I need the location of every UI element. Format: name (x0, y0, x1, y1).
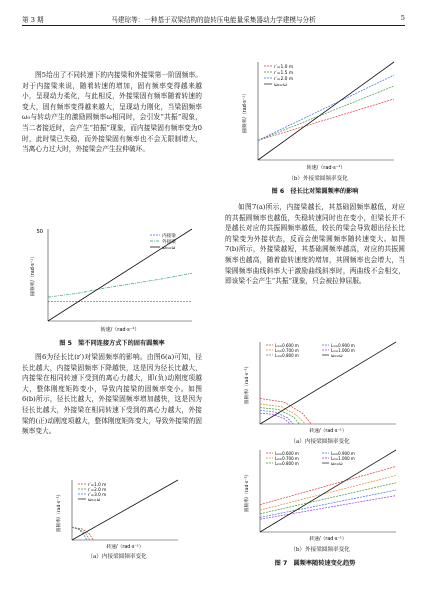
fig6b-legend-4: ω₀=ω (274, 83, 287, 88)
fig5-legend-inner: 内接梁 (162, 234, 176, 239)
fig7b-legend-4: L₂=0.900 m (331, 451, 355, 456)
fig6b-legend-2: r′=1.5 m (274, 71, 294, 76)
figure-5 (28, 225, 198, 335)
paragraph: 图5给出了不同转速下的内接梁和外接梁第一阶固频率。对于内接梁来说，随着转速的增加，固有频率变得越来越小，呈现动力柔化，与此相反，外接梁固有频率随着转速的变大，固有频率变得越来越大，呈现动力刚化，当梁固频率ω₀与转动产生的激励圆频率ω相同时，会引发“共振”现象，当二者接近时，会产生“拍振”现象，而内接梁固有频率变为0时，此时梁已失稳，而外接梁固有频率也不会无限制增大，当离心力过大时，外接梁会产生拉伸破坏。 (22, 71, 202, 154)
fig7b-legend-1: L₂=0.600 m (275, 451, 299, 456)
fig6a-chart (52, 478, 182, 550)
fig5-ylabel: 圆频率/（rad·s⁻¹） (31, 253, 36, 297)
paragraph: 如图7(a)所示，内接梁越长，其基础固频率越低，对应的共振圆频率也越低，失稳转速同时也在变小，但梁长并不是越长对应的共振圆频率越低，较长的梁会导致超出径长比的梁变为外接状态，反而会使梁圆频率随转速变大。如图7(b)所示，外接梁越短，其基础圆频率越高，对应的共振圆频率也越高，随着旋转速度的增加，其圆频率也会增大，当梁圆频率曲线斜率大于激励曲线斜率时，两曲线不会相交，即该梁不会产生“共振”现象，只会被拉伸屈服。 (225, 203, 405, 286)
figure-6a (52, 478, 182, 550)
fig7a-legend-2: L₁=0.700 m (275, 348, 299, 353)
fig6a-legend-2: r′=2.0 m (88, 487, 107, 492)
fig7b-series-4 (260, 490, 396, 517)
fig6a-legend-1: r′=1.0 m (88, 482, 107, 487)
fig7a-legend-6: ω₀=ω (331, 353, 343, 358)
fig6b-ylabel: 圆频率/（rad·s⁻¹） (243, 90, 248, 134)
fig7a-ylabel: 圆频率/（rad·s⁻¹） (245, 363, 250, 405)
page-number: 5 (400, 14, 405, 22)
fig6a-legend-3: r′=3.0 m (88, 492, 107, 497)
fig6a-ylabel: 圆频率/（rad·s⁻¹） (57, 491, 62, 533)
fig7a-legend (266, 343, 355, 358)
fig7a-xlabel: 转速/（rad·s⁻¹） (309, 429, 347, 434)
fig7b-legend (266, 451, 355, 466)
fig6a-xlabel: 转速/（rad·s⁻¹） (106, 545, 144, 550)
fig7b-ylabel: 圆频率/（rad·s⁻¹） (245, 471, 250, 513)
fig6b-chart (238, 60, 398, 172)
fig7b-legend-2: L₂=0.700 m (275, 456, 299, 461)
right-col-text (225, 202, 405, 287)
fig5-caption: 图 5 梁不同连接方式下的固有圆频率 (59, 340, 165, 347)
fig7a-chart (240, 340, 400, 436)
fig7a-subcaption: （a）内接梁圆频率变化 (290, 439, 350, 445)
fig6b-series-2 (258, 86, 394, 140)
fig7-caption: 图 7 圆频率随转速变化趋势 (274, 560, 356, 567)
fig6b-xlabel: 转速/（rad·s⁻¹） (306, 165, 346, 171)
fig6a-legend-4: ω₀=ω (88, 497, 101, 502)
figure-7b (240, 448, 400, 544)
fig7b-legend-6: ω₀=ω (331, 461, 343, 466)
fig7b-legend-3: L₂=0.800 m (275, 461, 299, 466)
fig6b-legend-1: r′=1.0 m (274, 65, 294, 70)
figure-6b (238, 60, 398, 172)
fig5-series-2 (48, 273, 192, 297)
fig6b-legend-3: r′=2.0 m (274, 77, 294, 82)
figure-7a (240, 340, 400, 436)
fig7a-legend-3: L₁=0.800 m (275, 353, 299, 358)
fig7a-legend-5: L₁=1.000 m (331, 348, 355, 353)
fig6b-subcaption: （b）外接梁圆频率变化 (288, 176, 348, 182)
left-col-bottom (22, 352, 202, 437)
fig5-xlabel: 转速/（rad·s⁻¹） (100, 327, 140, 333)
issue-number: 第 3 期 (22, 16, 44, 24)
fig7b-series-2 (260, 476, 396, 511)
left-col-top (22, 70, 202, 155)
fig5-legend-outer: 外接梁 (162, 240, 176, 245)
fig7b-legend-5: L₂=1.000 m (331, 456, 355, 461)
fig7b-xlabel: 转速/（rad·s⁻¹） (309, 537, 347, 542)
fig6-caption: 图 6 径长比对梁圆频率的影响 (271, 188, 359, 195)
fig7a-legend-1: L₁=0.600 m (275, 343, 299, 348)
fig7b-chart (240, 448, 400, 544)
fig6b-series-1 (258, 99, 394, 140)
header-rule (22, 25, 405, 26)
fig7b-series-3 (260, 483, 396, 514)
fig7a-legend-4: L₁=0.900 m (331, 343, 355, 348)
paragraph: 图6为径长比(r′)对梁固频率的影响。由图6(a)可知，径长比越大，内接梁固频率下降越快，这是因为径长比越大，内接梁在相同转速下受到的离心力越大，即(负)动刚度项越大，整体刚度矩阵变小，导致内接梁的固频率变小。如图6(b)所示，径长比越大，外接梁固频率增加越快，这是因为径长比越大，外接梁在相同转速下受到的离心力越大，外接梁的(正)动刚度项越大，整体刚度矩阵变大，导致外接梁的固频率变大。 (22, 353, 202, 436)
fig5-legend (150, 232, 176, 251)
fig7b-subcaption: （b）外接梁圆频率变化 (290, 547, 350, 553)
fig5-ytick: 50 (36, 229, 43, 235)
fig7a-series-3 (260, 408, 299, 424)
fig5-legend-ref: ω₀=ω (162, 246, 176, 251)
fig6a-subcaption: （a）内接梁圆频率变化 (87, 554, 147, 560)
fig6b-legend (264, 64, 293, 88)
running-title: 马建琮等：一种基于双梁结构的旋转压电能量采集器动力学建模与分析 (111, 16, 316, 24)
fig5-chart (28, 225, 198, 335)
fig6a-legend (78, 482, 106, 502)
